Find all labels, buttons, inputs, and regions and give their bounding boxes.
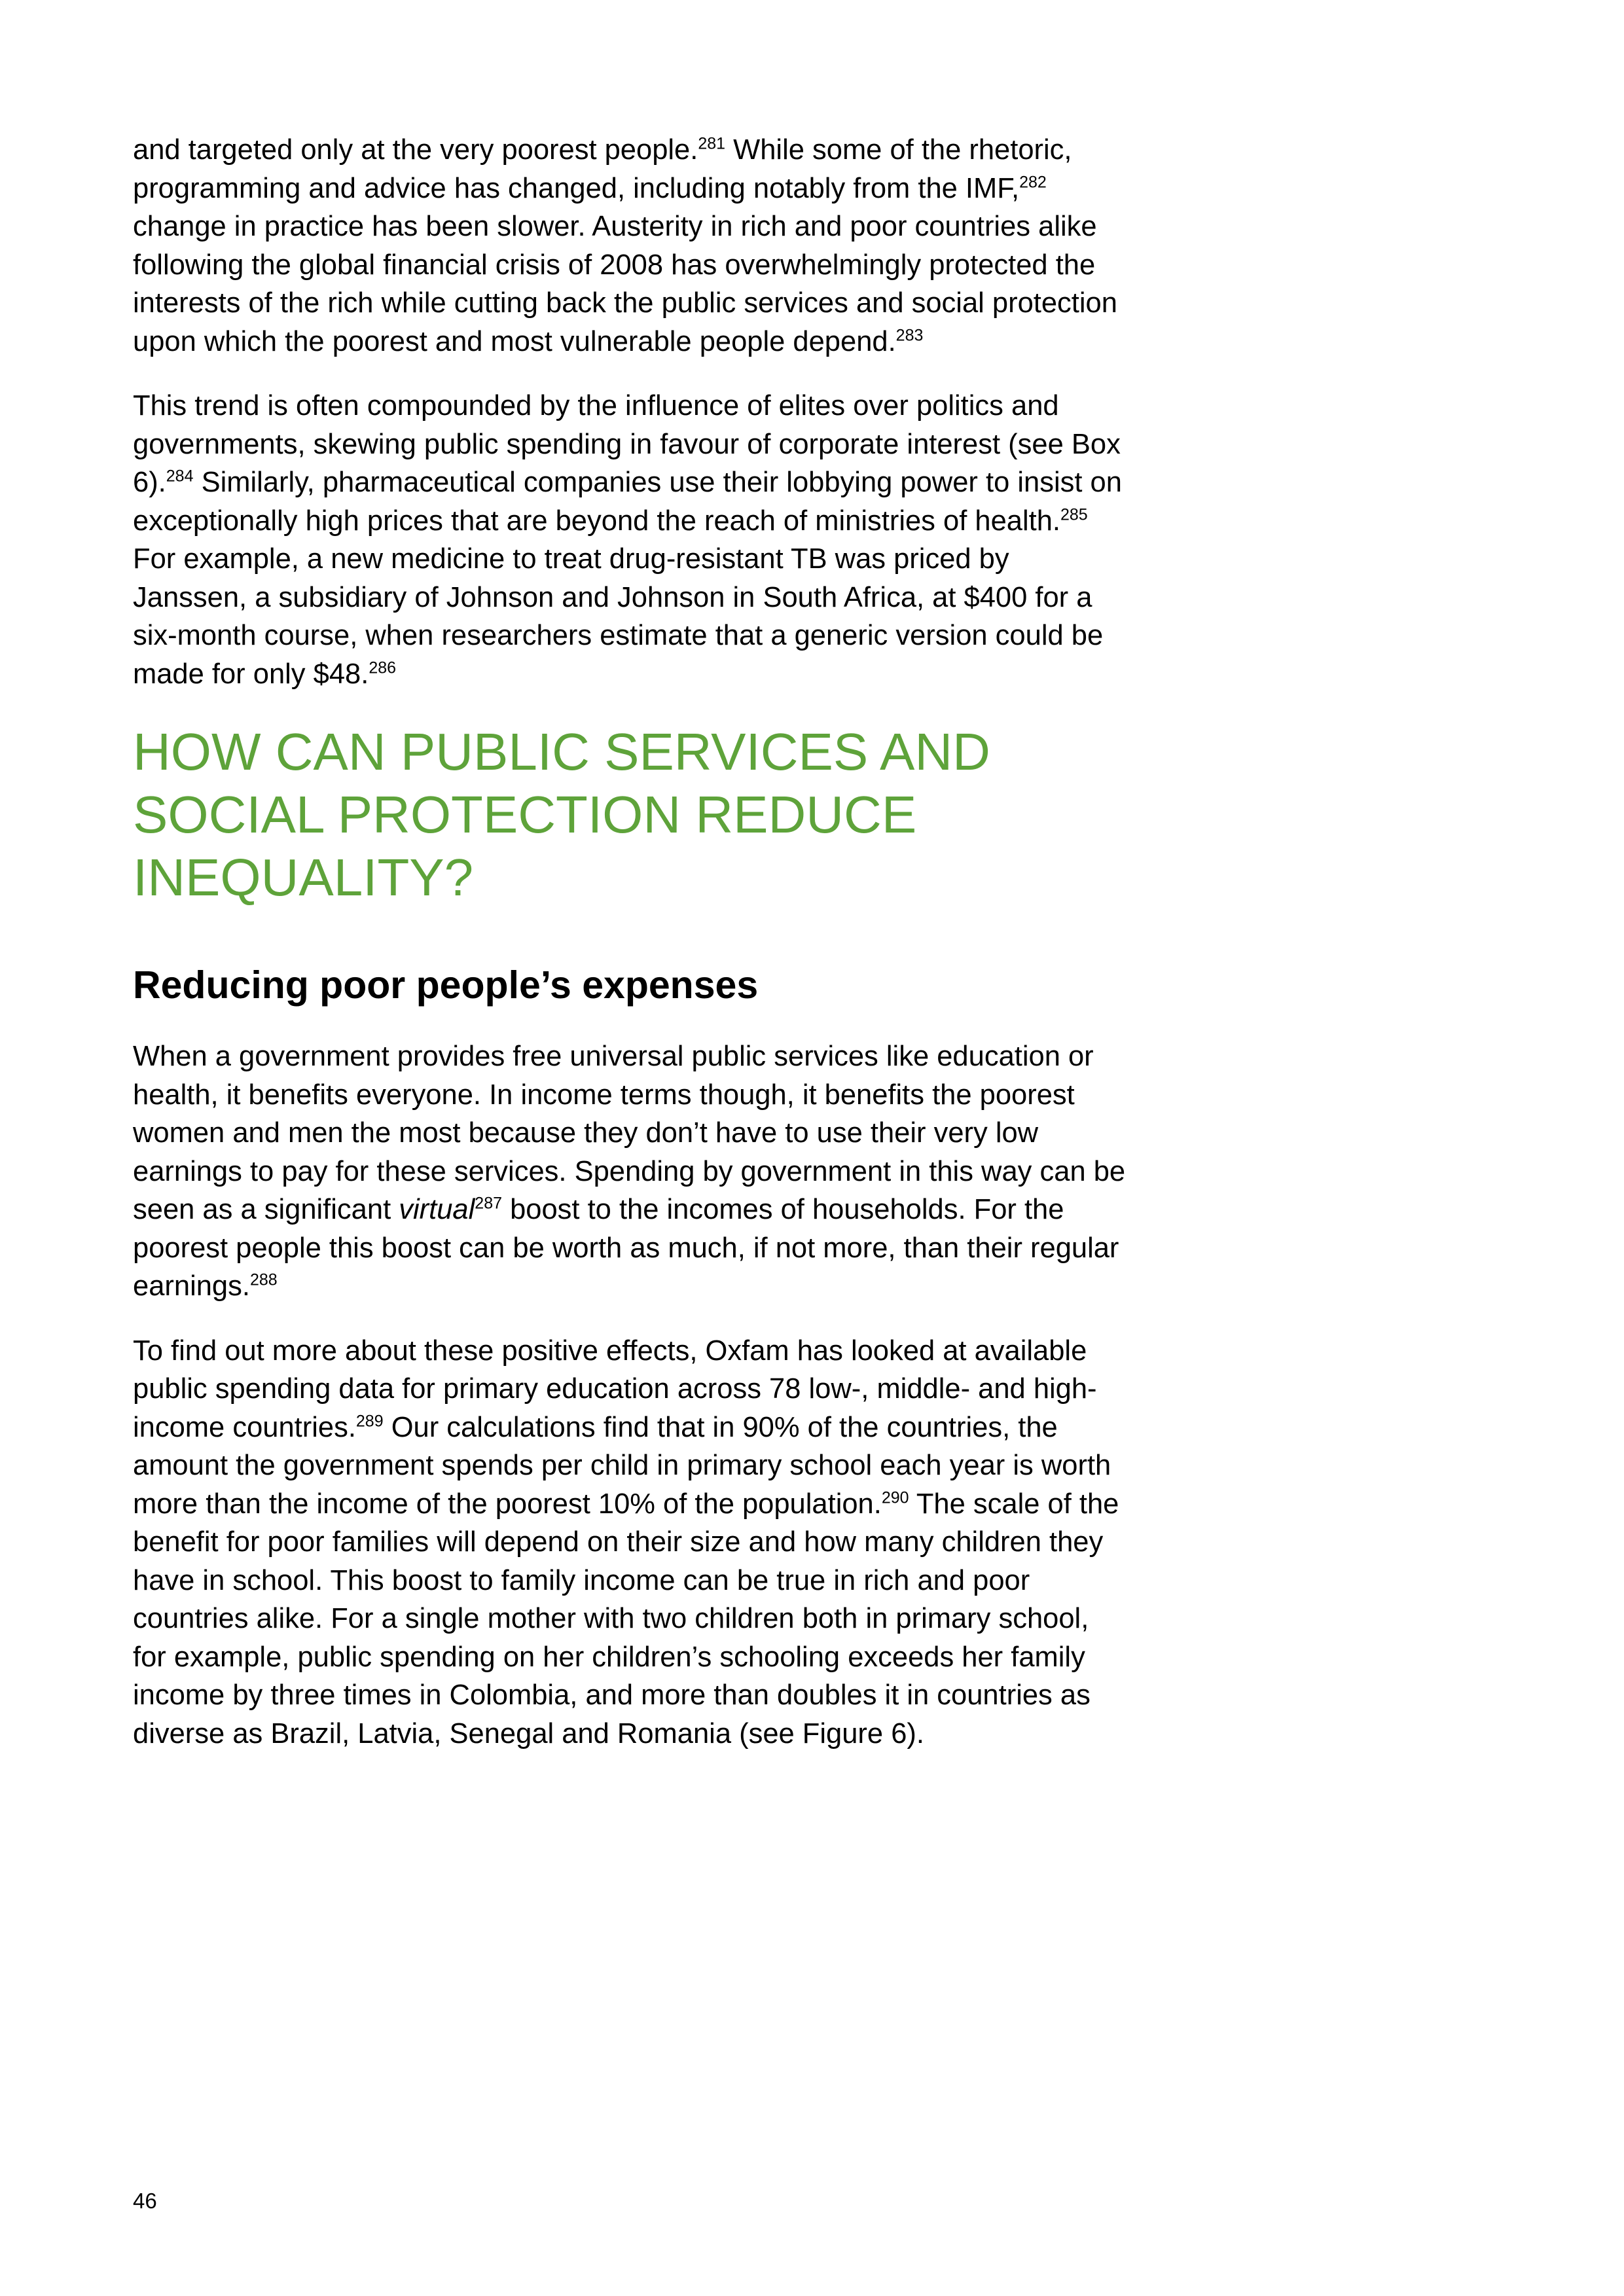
section-heading: HOW CAN PUBLIC SERVICES AND SOCIAL PROTECTION REDUCE INEQUALITY?	[133, 723, 990, 906]
footnote-ref: 290	[881, 1488, 909, 1507]
footnote-ref: 282	[1019, 173, 1047, 191]
text-run: This trend is often compounded by the influence of elites over politics and governments, skewing public spending in favour of corporate interest (see Box 6).	[133, 390, 1121, 498]
text-run: change in practice has been slower. Austerity in rich and poor countries alike following the global financial crisis of 2008 has overwhelmingly protected the interests of the rich while cutting back the public services and social protection upon which the poorest and most vulnerable people depend.	[133, 211, 1117, 357]
top-paragraphs	[133, 131, 1128, 693]
text-run: The scale of the benefit for poor families will depend on their size and how many children they have in school. This boost to family income can be true in rich and poor countries alike. For a single mother with two children both in primary school, for example, public spending on her children’s schooling exceeds her family income by three times in Colombia, and more than doubles it in countries as diverse as Brazil, Latvia, Senegal and Romania (see Figure 6).	[133, 1488, 1119, 1749]
paragraph	[133, 387, 1128, 693]
bottom-paragraphs	[133, 1037, 1128, 1753]
text-run: Our calculations find that in 90% of the countries, the amount the government spends per child in primary school each year is worth more than the income of the poorest 10% of the population.	[133, 1411, 1111, 1520]
footnote-ref: 284	[166, 467, 194, 486]
text-run: and targeted only at the very poorest people.	[133, 134, 698, 166]
footnote-ref: 288	[249, 1270, 278, 1289]
footnote-ref: 281	[698, 134, 726, 153]
paragraph	[133, 131, 1128, 361]
text-run: While some of the rhetoric, programming and advice has changed, including notably from the IMF,	[133, 134, 1072, 204]
paragraph	[133, 1037, 1128, 1306]
text-run: To find out more about these positive effects, Oxfam has looked at available public spending data for primary education across 78 low-, middle- and high-income countries.	[133, 1335, 1097, 1443]
footnote-ref: 283	[895, 326, 924, 344]
page-content	[133, 131, 1128, 1779]
sub-heading: Reducing poor people’s expenses	[133, 963, 759, 1007]
text-run: Similarly, pharmaceutical companies use their lobbying power to insist on exceptionally high prices that are beyond the reach of ministries of health.	[133, 467, 1122, 537]
footnote-ref: 285	[1060, 505, 1088, 524]
footnote-ref: 287	[475, 1194, 503, 1213]
emphasis-text: virtual	[399, 1194, 475, 1225]
paragraph	[133, 1332, 1128, 1753]
footnote-ref: 286	[369, 658, 397, 677]
text-run: For example, a new medicine to treat drug-resistant TB was priced by Janssen, a subsidiary of Johnson and Johnson in South Africa, at $400 for a six-month course, when researchers estimate that a generic version could be made for only $48.	[133, 543, 1104, 690]
text-run: When a government provides free universal public services like education or health, it benefits everyone. In income terms though, it benefits the poorest women and men the most because they don’t have to use their very low earnings to pay for these services. Spending by government in this way can be seen as a significant	[133, 1041, 1126, 1225]
footnote-ref: 289	[355, 1412, 384, 1430]
text-run: boost to the incomes of households. For the poorest people this boost can be worth as much, if not more, than their regular earnings.	[133, 1194, 1119, 1302]
page-number: 46	[133, 2189, 157, 2213]
